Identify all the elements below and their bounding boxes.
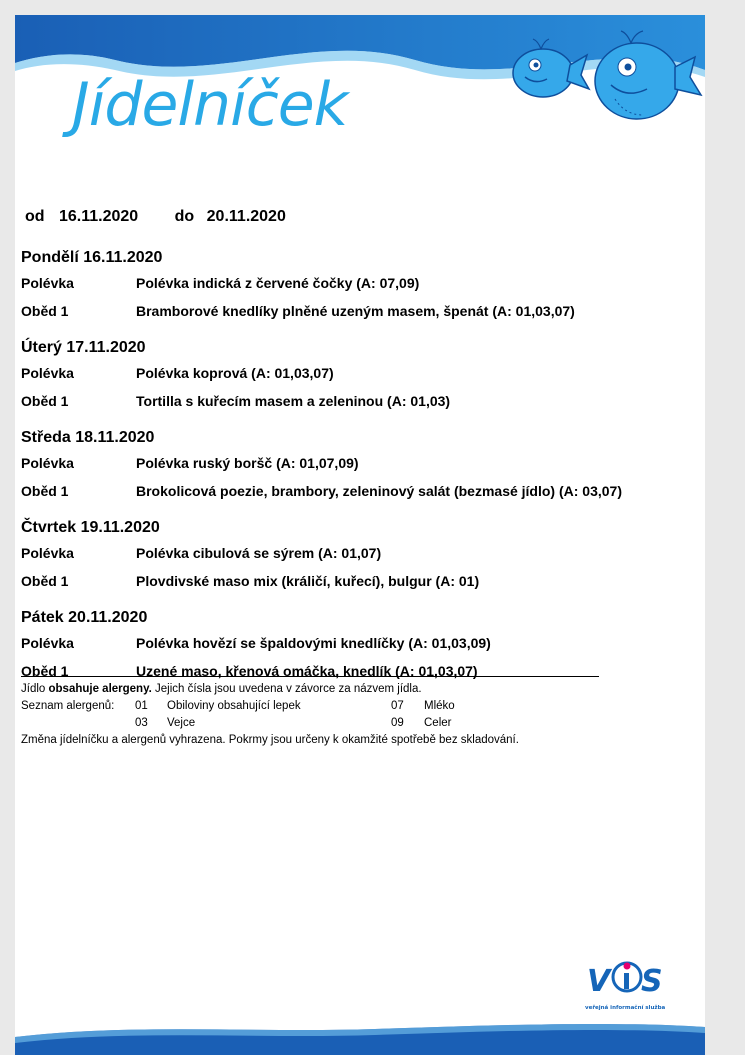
- allergen-name: Obiloviny obsahující lepek: [167, 700, 301, 712]
- main-row: [21, 478, 701, 506]
- meal-text: Plovdivské maso mix (králičí, kuřecí), bulgur (A: 01): [136, 573, 480, 589]
- allergen-name: Vejce: [167, 717, 196, 729]
- day-title: Čtvrtek 19.11.2020: [21, 519, 160, 536]
- day-section: [21, 245, 701, 326]
- day-title: Středa 18.11.2020: [21, 429, 155, 446]
- allergen-list: [21, 698, 519, 732]
- row-label: Polévka: [21, 455, 74, 471]
- meal-text: Polévka indická z červené čočky (A: 07,09): [136, 275, 420, 291]
- menu-page: [15, 15, 705, 1055]
- notes-divider: [21, 676, 599, 677]
- vis-logo: [583, 955, 665, 1015]
- intro-bold: obsahuje alergeny.: [48, 683, 152, 695]
- meal-text: Polévka koprová (A: 01,03,07): [136, 365, 334, 381]
- soup-row: [21, 270, 701, 298]
- row-label: Oběd 1: [21, 303, 69, 319]
- day-title: Úterý 17.11.2020: [21, 339, 146, 356]
- soup-row: [21, 630, 701, 658]
- range-from-date: 16.11.2020: [59, 208, 139, 225]
- allergen-intro: [21, 681, 519, 698]
- meal-text: Uzené maso, křenová omáčka, knedlík (A: 01,03,07): [136, 663, 478, 679]
- row-label: Oběd 1: [21, 393, 69, 409]
- range-to-label: do: [174, 208, 195, 225]
- meal-text: Polévka cibulová se sýrem (A: 01,07): [136, 545, 382, 561]
- allergen-code: 03: [135, 717, 148, 729]
- intro-text: Jídlo: [21, 683, 49, 695]
- footer-wave-band: [15, 1015, 705, 1055]
- day-section: [21, 425, 701, 506]
- allergen-name: Mléko: [424, 700, 455, 712]
- allergen-list-label: Seznam alergenů:: [21, 700, 115, 712]
- soup-row: [21, 450, 701, 478]
- day-section: [21, 515, 701, 596]
- main-row: [21, 568, 701, 596]
- footer-note: Změna jídelníčku a alergenů vyhrazena. Pokrmy jsou určeny k okamžité spotřebě bez skladování.: [21, 734, 519, 746]
- day-list: [21, 245, 701, 695]
- row-label: Polévka: [21, 635, 74, 651]
- svg-text:V: V: [587, 964, 611, 999]
- intro-text-rest: Jejich čísla jsou uvedena v závorce za názvem jídla.: [151, 683, 422, 695]
- meal-text: Brokolicová poezie, brambory, zeleninový salát (bezmasé jídlo) (A: 03,07): [136, 483, 622, 499]
- day-section: [21, 335, 701, 416]
- page-title: Jídelníček: [72, 70, 348, 140]
- day-title: Pondělí 16.11.2020: [21, 249, 163, 266]
- meal-text: Tortilla s kuřecím masem a zeleninou (A: 01,03): [136, 393, 451, 409]
- main-row: [21, 388, 701, 416]
- day-section: [21, 605, 701, 686]
- day-title: Pátek 20.11.2020: [21, 609, 148, 626]
- allergen-notes: [21, 681, 519, 749]
- allergen-name: Celer: [424, 717, 452, 729]
- soup-row: [21, 540, 701, 568]
- meal-text: Polévka ruský boršč (A: 01,07,09): [136, 455, 359, 471]
- vis-logo-tagline: veřejná informační služba: [585, 1005, 665, 1011]
- row-label: Polévka: [21, 275, 74, 291]
- svg-text:S: S: [641, 964, 663, 999]
- allergen-code: 07: [391, 700, 404, 712]
- meal-text: Bramborové knedlíky plněné uzeným masem, špenát (A: 01,03,07): [136, 303, 575, 319]
- range-from-label: od: [25, 208, 45, 225]
- soup-row: [21, 360, 701, 388]
- meal-text: Polévka hovězí se špaldovými knedlíčky (A: 01,03,09): [136, 635, 491, 651]
- allergen-code: 09: [391, 717, 404, 729]
- row-label: Polévka: [21, 545, 74, 561]
- row-label: Oběd 1: [21, 483, 69, 499]
- allergen-code: 01: [135, 700, 148, 712]
- row-label: Oběd 1: [21, 663, 69, 679]
- main-row: [21, 298, 701, 326]
- range-to-date: 20.11.2020: [206, 208, 286, 225]
- row-label: Oběd 1: [21, 573, 69, 589]
- row-label: Polévka: [21, 365, 74, 381]
- date-range: [25, 208, 286, 226]
